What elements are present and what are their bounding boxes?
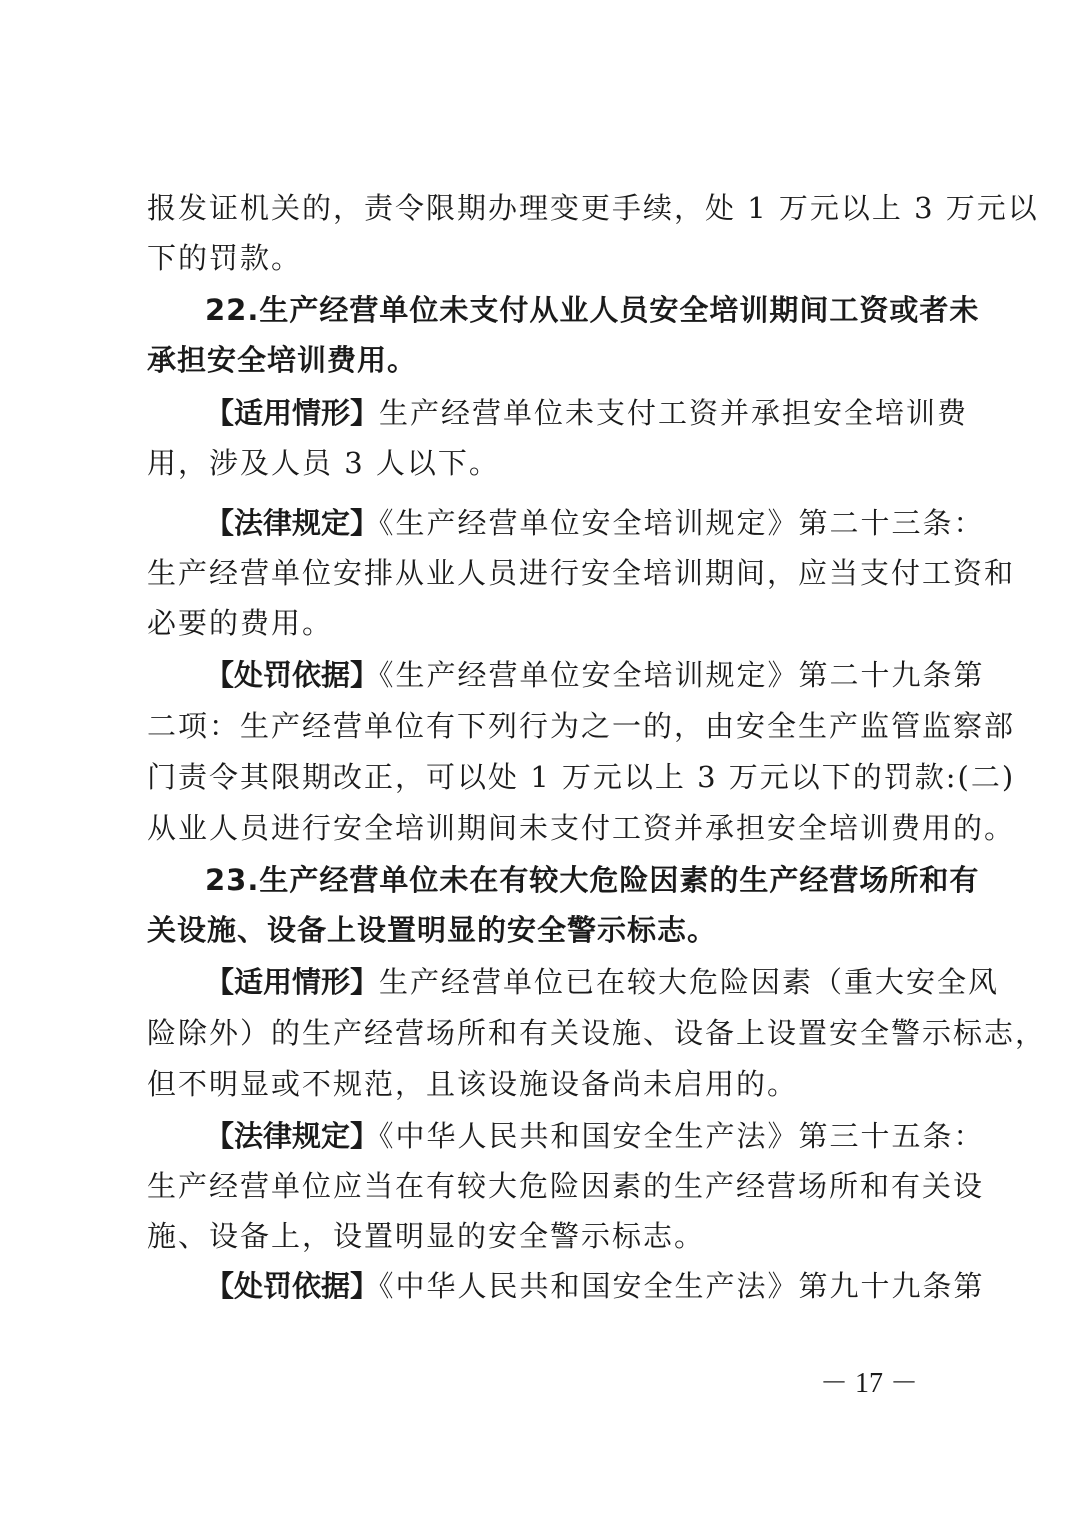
text-line — [147, 1216, 947, 1256]
line-text: 但不明显或不规范，且该设施设备尚未启用的。 — [147, 1067, 799, 1101]
text-line — [147, 1064, 947, 1104]
line-text: 生产经营单位已在较大危险因素（重大安全风 — [379, 965, 1000, 999]
penalty-basis-22 — [205, 655, 985, 695]
line-text: 《中华人民共和国安全生产法》第九十九条第 — [379, 1269, 985, 1303]
line-text: 下的罚款。 — [147, 241, 303, 275]
label-penalty: 【处罚依据】 — [205, 658, 380, 692]
heading-text: 关设施、设备上设置明显的安全警示标志。 — [147, 913, 718, 947]
penalty-basis-23 — [205, 1266, 985, 1306]
line-text: 施、设备上，设置明显的安全警示标志。 — [147, 1219, 706, 1253]
line-text: 报发证机关的，责令限期办理变更手续，处 1 万元以上 3 万元以 — [147, 191, 1039, 225]
line-text: 《中华人民共和国安全生产法》第三十五条： — [379, 1119, 985, 1153]
applicable-situation-22 — [205, 393, 969, 433]
text-line — [147, 757, 1016, 797]
legal-provision-22 — [205, 503, 985, 543]
text-line — [147, 553, 1016, 593]
legal-provision-23 — [205, 1116, 985, 1156]
line-text: 必要的费用。 — [147, 606, 334, 640]
heading-text: 23.生产经营单位未在有较大危险因素的生产经营场所和有 — [205, 863, 980, 897]
line-text: 生产经营单位未支付工资并承担安全培训费 — [379, 396, 969, 430]
section-heading-23-cont — [147, 910, 947, 950]
section-heading-23 — [205, 860, 980, 900]
line-text: 险除外）的生产经营场所和有关设施、设备上设置安全警示标志， — [147, 1016, 1047, 1050]
text-line — [147, 808, 1016, 848]
label-applicable: 【适用情形】 — [205, 965, 380, 999]
applicable-situation-23 — [205, 962, 1000, 1002]
text-line — [147, 603, 947, 643]
line-text: 生产经营单位安排从业人员进行安全培训期间，应当支付工资和 — [147, 556, 1016, 590]
text-line — [147, 1166, 985, 1206]
heading-text: 承担安全培训费用。 — [147, 343, 418, 377]
line-text: 用，涉及人员 3 人以下。 — [147, 446, 500, 480]
label-penalty: 【处罚依据】 — [205, 1269, 380, 1303]
text-line — [147, 238, 947, 278]
line-text: 从业人员进行安全培训期间未支付工资并承担安全培训费用的。 — [147, 811, 1016, 845]
line-text: 门责令其限期改正，可以处 1 万元以上 3 万元以下的罚款:(二) — [147, 760, 1016, 794]
line-text: 《生产经营单位安全培训规定》第二十三条： — [379, 506, 985, 540]
text-line — [147, 443, 947, 483]
section-heading-22-cont — [147, 340, 947, 380]
label-applicable: 【适用情形】 — [205, 396, 380, 430]
line-text: 生产经营单位应当在有较大危险因素的生产经营场所和有关设 — [147, 1169, 985, 1203]
text-line — [147, 1013, 1047, 1053]
heading-text: 22.生产经营单位未支付从业人员安全培训期间工资或者未 — [205, 293, 980, 327]
line-text: 二项：生产经营单位有下列行为之一的，由安全生产监管监察部 — [147, 709, 1016, 743]
line-text: 《生产经营单位安全培训规定》第二十九条第 — [379, 658, 985, 692]
text-line — [147, 188, 1039, 228]
text-line — [147, 706, 1016, 746]
label-legal: 【法律规定】 — [205, 1119, 380, 1153]
page-number: － 17 － — [820, 1368, 919, 1399]
label-legal: 【法律规定】 — [205, 506, 380, 540]
section-heading-22 — [205, 290, 980, 330]
